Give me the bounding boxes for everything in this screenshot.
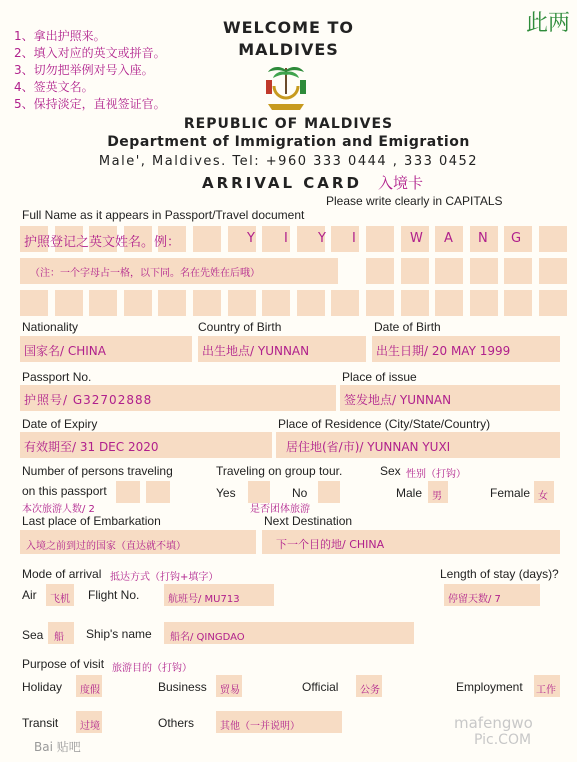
- name-letter-box[interactable]: [158, 290, 186, 316]
- transit-cn: 过境: [80, 721, 100, 732]
- first-name-letter: I: [284, 231, 288, 246]
- write-note: Please write clearly in CAPITALS: [326, 194, 503, 208]
- sea-cn: 船: [54, 632, 64, 643]
- passport-label: Passport No.: [22, 370, 92, 384]
- residence-value: 居住地(省/市)/ YUNNAN YUXI: [286, 440, 451, 454]
- business-label: Business: [158, 680, 207, 694]
- first-name-letter: Y: [247, 231, 255, 246]
- republic-title: REPUBLIC OF MALDIVES: [183, 116, 394, 132]
- name-letter-box[interactable]: [228, 290, 256, 316]
- female-label: Female: [490, 486, 531, 500]
- issue-place-label: Place of issue: [342, 370, 417, 384]
- last-name-letter: A: [444, 231, 453, 246]
- stay-label: Length of stay (days)?: [440, 567, 559, 581]
- name-letter-box[interactable]: [193, 226, 221, 252]
- purpose-cn: 旅游目的（打钩）: [112, 663, 192, 674]
- expiry-label: Date of Expiry: [22, 417, 98, 431]
- name-letter-box[interactable]: [366, 258, 394, 284]
- name-note: （注：一个字母占一格，以下同。名在先姓在后哦）: [30, 268, 260, 279]
- stay-value: 停留天数/ 7: [448, 594, 501, 605]
- instruction-2: 2、填入对应的英文或拼音。: [14, 46, 166, 60]
- group-tour-label: Traveling on group tour.: [216, 464, 343, 478]
- name-letter-box[interactable]: [193, 290, 221, 316]
- group-no-label: No: [292, 486, 308, 500]
- arrival-cn: 抵达方式（打钩+填字）: [110, 572, 219, 583]
- name-letter-box[interactable]: [470, 290, 498, 316]
- name-letter-box[interactable]: [539, 258, 567, 284]
- corner-note: 此两: [526, 11, 571, 36]
- name-letter-box[interactable]: [539, 226, 567, 252]
- persons-label-1: Number of persons traveling: [22, 464, 173, 478]
- male-cn: 男: [432, 491, 442, 502]
- birth-date-value: 出生日期/ 20 MAY 1999: [376, 344, 511, 358]
- official-cn: 公务: [360, 685, 380, 696]
- name-letter-box[interactable]: [401, 290, 429, 316]
- transit-label: Transit: [22, 716, 59, 730]
- name-label: Full Name as it appears in Passport/Travel document: [22, 208, 305, 222]
- first-name-letter: Y: [318, 231, 326, 246]
- pic-watermark: Pic.COM: [474, 732, 532, 748]
- name-letter-box[interactable]: [504, 290, 532, 316]
- name-letter-box[interactable]: [20, 290, 48, 316]
- name-letter-box[interactable]: [366, 290, 394, 316]
- name-letter-box[interactable]: [297, 290, 325, 316]
- next-dest-label: Next Destination: [264, 514, 353, 528]
- air-label: Air: [22, 588, 37, 602]
- instruction-1: 1、拿出护照来。: [14, 29, 106, 43]
- name-letter-box[interactable]: [539, 290, 567, 316]
- name-letter-box[interactable]: [89, 290, 117, 316]
- last-name-letter: G: [511, 231, 522, 246]
- embark-label: Last place of Embarkation: [22, 514, 161, 528]
- issue-place-value: 签发地点/ YUNNAN: [344, 393, 452, 407]
- birth-country-value: 出生地点/ YUNNAN: [202, 344, 310, 358]
- card-title-cn: 入境卡: [378, 174, 424, 192]
- persons-label-2: on this passport: [22, 484, 107, 498]
- name-letter-box[interactable]: [401, 258, 429, 284]
- employment-label: Employment: [456, 680, 523, 694]
- ship-label: Ship's name: [86, 627, 152, 641]
- name-letter-box[interactable]: [435, 290, 463, 316]
- name-letter-box[interactable]: [55, 290, 83, 316]
- others-cn: 其他（一并说明）: [220, 721, 300, 732]
- address-line: Male', Maldives. Tel: +960 333 0444 , 333 0452: [98, 154, 479, 169]
- sex-label: Sex: [380, 464, 401, 478]
- birth-country-label: Country of Birth: [198, 320, 282, 334]
- air-cn: 飞机: [50, 594, 70, 605]
- first-name-letter: I: [352, 231, 356, 246]
- nationality-label: Nationality: [22, 320, 79, 334]
- name-letter-box[interactable]: [504, 258, 532, 284]
- card-title: ARRIVAL CARD: [202, 174, 362, 192]
- instruction-4: 4、签英文名。: [14, 80, 94, 94]
- instruction-3: 3、切勿把举例对号入座。: [14, 63, 154, 77]
- name-letter-box[interactable]: [124, 290, 152, 316]
- employment-cn: 工作: [536, 685, 556, 696]
- name-letter-box[interactable]: [435, 258, 463, 284]
- persons-box-1[interactable]: [116, 481, 140, 503]
- name-letter-box[interactable]: [331, 290, 359, 316]
- last-name-letter: N: [478, 231, 488, 246]
- nationality-value: 国家名/ CHINA: [24, 344, 106, 358]
- baidu-watermark: Bai 贴吧: [34, 740, 81, 754]
- holiday-label: Holiday: [22, 680, 63, 694]
- others-label: Others: [158, 716, 195, 730]
- mafengwo-watermark: mafengwo: [454, 714, 533, 732]
- male-label: Male: [396, 486, 423, 500]
- flight-label: Flight No.: [88, 588, 140, 602]
- female-cn: 女: [538, 491, 548, 502]
- group-no-checkbox[interactable]: [318, 481, 340, 503]
- residence-label: Place of Residence (City/State/Country): [278, 417, 491, 431]
- country-title: MALDIVES: [238, 40, 339, 59]
- expiry-value: 有效期至/ 31 DEC 2020: [24, 440, 159, 454]
- emblem-icon: [262, 60, 310, 116]
- group-yes-label: Yes: [216, 486, 236, 500]
- name-letter-box[interactable]: [366, 226, 394, 252]
- official-label: Official: [302, 680, 339, 694]
- group-tour-cn: 是否团体旅游: [250, 504, 310, 515]
- name-letter-box[interactable]: [262, 290, 290, 316]
- persons-value: 本次旅游人数/ 2: [22, 504, 95, 515]
- holiday-cn: 度假: [80, 685, 100, 696]
- name-letter-box[interactable]: [470, 258, 498, 284]
- next-dest-value: 下一个目的地/ CHINA: [276, 538, 385, 551]
- welcome-title: WELCOME TO: [222, 18, 355, 37]
- ship-value: 船名/ QINGDAO: [170, 632, 245, 643]
- sea-label: Sea: [22, 628, 44, 642]
- embark-value: 入境之前到过的国家（直达就不填）: [26, 541, 186, 552]
- purpose-label: Purpose of visit: [22, 657, 105, 671]
- sex-cn: 性别（打钩）: [406, 469, 466, 480]
- business-cn: 贸易: [220, 685, 240, 696]
- passport-value: 护照号/ G32702888: [24, 393, 153, 407]
- arrival-label: Mode of arrival: [22, 567, 102, 581]
- name-example: 护照登记之英文姓名。例：: [24, 235, 181, 250]
- instruction-5: 5、保持淡定，直视签证官。: [14, 97, 166, 111]
- department-title: Department of Immigration and Emigration: [107, 134, 470, 150]
- last-name-letter: W: [410, 231, 423, 246]
- birth-date-label: Date of Birth: [374, 320, 441, 334]
- persons-box-2[interactable]: [146, 481, 170, 503]
- flight-value: 航班号/ MU713: [168, 594, 240, 605]
